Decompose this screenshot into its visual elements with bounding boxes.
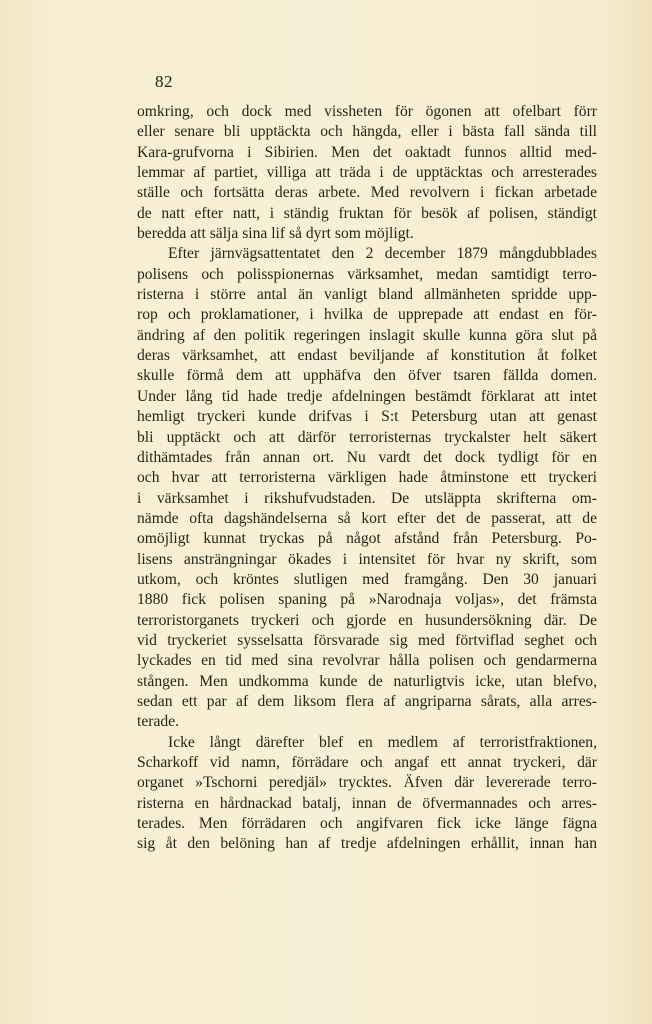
text-line: risterna i större antal än vanligt bland allmänheten spridde upp-: [137, 286, 597, 304]
text-line: omkring, och dock med vissheten för ögonen att ofelbart förr: [137, 103, 597, 120]
text-line: sig åt den belöning han af tredje afdelningen erhållit, innan han: [137, 835, 597, 853]
text-line: i värksamhet i rikshufvudstaden. De utsläppta skrifterna om-: [137, 489, 597, 507]
text-line: vid tryckeriet sysselsatta försvarade sig med förtviflad seghet och: [137, 631, 597, 649]
text-line: 1880 fick polisen spaning på »Narodnaja voljas», det främsta: [137, 591, 597, 609]
text-line: dithämtades från annan ort. Nu vardt det dock tydligt för en: [137, 448, 597, 466]
text-line: de natt efter natt, i ständig fruktan för besök af polisen, ständigt: [137, 204, 597, 222]
text-line: beredda att sälja sina lif så dyrt som möjligt.: [137, 225, 414, 243]
text-line: deras värksamhet, att endast beviljande af konstitution åt folket: [137, 347, 597, 365]
text-line: bli upptäckt och att därför terroristernas tryckalster helt säkert: [137, 428, 597, 446]
text-line: nämde ofta dagshändelserna så kort efter det de passerat, att de: [137, 509, 597, 527]
body-text: [137, 102, 597, 855]
text-line: terade.: [137, 713, 179, 731]
text-line: Efter järnvägsattentatet den 2 december 1879 mångdubblades: [168, 245, 597, 263]
text-line: omöjligt kunnat tryckas på något afstånd från Petersburg. Po-: [137, 530, 597, 548]
text-line: organet »Tschorni peredjäl» trycktes. Äfven där levererade terro-: [137, 774, 597, 792]
text-line: och hvar att terroristerna värkligen hade åtminstone ett tryckeri: [137, 469, 597, 487]
text-line: Icke långt därefter blef en medlem af terroristfraktionen,: [168, 733, 597, 751]
text-line: rop och proklamationer, i hvilka de upprepade att endast en för-: [137, 306, 597, 324]
page-number: 82: [155, 72, 173, 91]
text-line: lisens ansträngningar ökades i intensitet för hvar ny skrift, som: [137, 550, 597, 568]
text-line: ställe och fortsätta deras arbete. Med revolvern i fickan arbetade: [137, 184, 597, 202]
text-line: sedan ett par af dem liksom flera af angriparna sårats, alla arres-: [137, 692, 597, 710]
text-line: lyckades en tid med sina revolvrar hålla polisen och gendarmerna: [137, 652, 597, 670]
text-line: terroristorganets tryckeri och gjorde en husundersökning där. De: [137, 611, 597, 629]
text-line: skulle förmå dem att upphäfva den öfver tsaren fällda domen.: [137, 367, 597, 385]
text-line: hemligt tryckeri kunde drifvas i S:t Petersburg utan att genast: [137, 408, 597, 426]
text-line: utkom, och kröntes slutligen med framgång. Den 30 januari: [137, 570, 597, 588]
text-line: ändring af den politik regeringen inslagit skulle kunna göra slut på: [137, 326, 597, 344]
text-line: eller senare bli upptäckta och hängda, eller i bästa fall sända till: [137, 123, 597, 141]
text-line: polisens och polisspionernas värksamhet, medan samtidigt terro-: [137, 265, 597, 283]
text-line: Scharkoff vid namn, förrädare och angaf ett annat tryckeri, där: [137, 754, 597, 771]
text-line: stången. Men undkomma kunde de naturligtvis icke, utan blefvo,: [137, 672, 597, 690]
text-line: Kara-grufvorna i Sibirien. Men det oaktadt funnos alltid med-: [137, 143, 597, 161]
text-line: risterna en hårdnackad batalj, innan de öfvermannades och arres-: [137, 794, 597, 812]
text-line: lemmar af partiet, villiga att träda i de upptäcktas och arresterades: [137, 164, 597, 182]
text-line: terades. Men förrädaren och angifvaren fick icke länge fägna: [137, 815, 597, 833]
text-line: Under lång tid hade tredje afdelningen bestämdt förklarat att intet: [137, 387, 597, 405]
